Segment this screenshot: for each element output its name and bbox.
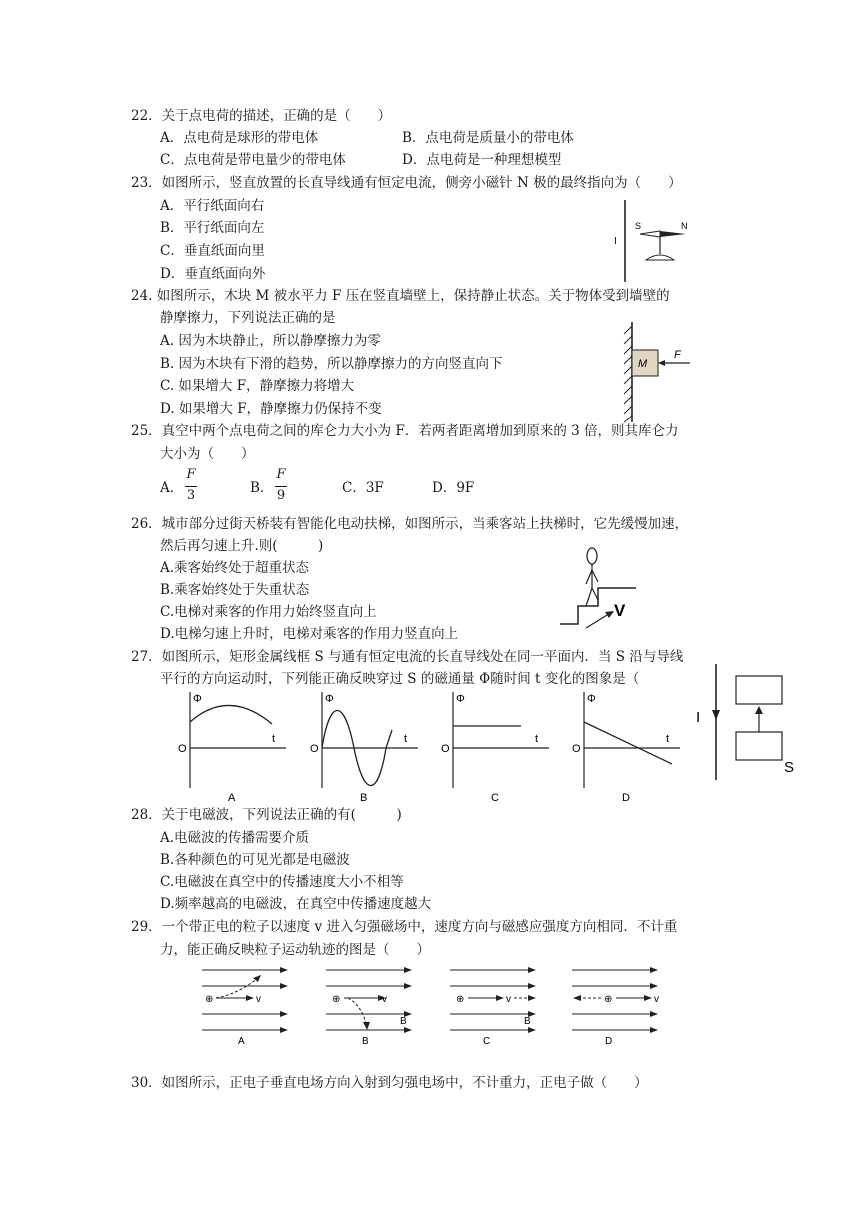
q25-option-b-numerator: F: [276, 467, 286, 482]
q26-option-d: D.电梯匀速上升时，电梯对乘客的作用力竖直向上: [160, 626, 459, 642]
q29-figure-b: [322, 962, 420, 1048]
q27-graph-c: [437, 690, 557, 804]
q28-stem: 28．关于电磁波，下列说法正确的有( ): [131, 807, 402, 823]
svg-text:O: O: [178, 743, 187, 755]
svg-text:B: B: [400, 1016, 407, 1027]
svg-text:O: O: [441, 743, 450, 755]
q24-stem-line2: 静摩擦力，下列说法正确的是: [160, 310, 336, 326]
svg-text:⊕: ⊕: [456, 994, 465, 1005]
svg-text:Φ: Φ: [456, 693, 465, 705]
q23-option-c: C．垂直纸面向里: [160, 243, 265, 259]
q24-option-b: B. 因为木块有下滑的趋势，所以静摩擦力的方向竖直向下: [160, 356, 503, 372]
q23-option-b: B．平行纸面向左: [160, 220, 265, 236]
q26-stem-line2: 然后再匀速上升.则( ): [160, 538, 324, 554]
q23-stem: 23．如图所示，竖直放置的长直导线通有恒定电流，侧旁小磁针 N 极的最终指向为（ ）: [131, 175, 682, 191]
q25-stem-line2: 大小为（ ）: [160, 446, 255, 462]
q29-stem-line1: 29．一个带正电的粒子以速度 v 进入匀强磁场中，速度方向与磁感应强度方向相同．不计重: [131, 919, 678, 935]
q29-figure-a: [198, 962, 296, 1048]
q24-option-a: A. 因为木块静止，所以静摩擦力为零: [160, 333, 381, 349]
q27-graph-b-label: B: [360, 792, 368, 804]
q23-option-a: A．平行纸面向右: [160, 198, 265, 214]
svg-text:t: t: [666, 733, 670, 745]
q28-option-d: D.频率越高的电磁波，在真空中传播速度越大: [160, 896, 432, 912]
q28-option-b: B.各种颜色的可见光都是电磁波: [160, 852, 350, 868]
q23-option-d: D．垂直纸面向外: [160, 266, 266, 282]
svg-text:⊕: ⊕: [604, 994, 613, 1005]
svg-text:⊕: ⊕: [205, 994, 214, 1005]
q25-option-c: C．3F: [342, 480, 384, 496]
svg-text:⊕: ⊕: [332, 994, 341, 1005]
q27-graph-c-label: C: [491, 792, 499, 804]
svg-text:Φ: Φ: [587, 693, 596, 705]
q25-option-b-denominator: 9: [276, 488, 286, 503]
q27-graph-a: [174, 690, 294, 804]
q24-option-d: D. 如果增大 F，静摩擦力仍保持不变: [160, 401, 382, 417]
q24-block-label: M: [638, 358, 648, 370]
q24-figure-block-wall: [618, 320, 698, 424]
q28-option-c: C.电磁波在真空中的传播速度大小不相等: [160, 874, 404, 890]
q28-option-a: A.电磁波的传播需要介质: [160, 830, 310, 846]
q29-figure-d: [568, 962, 666, 1048]
q22-option-b: B．点电荷是质量小的带电体: [402, 130, 574, 146]
q27-stem-line2: 平行的方向运动时，下列能正确反映穿过 S 的磁通量 Φ随时间 t 变化的图象是（: [160, 671, 640, 687]
q22-stem: 22．关于点电荷的描述，正确的是（ ）: [131, 108, 392, 124]
q25-option-d: D．9F: [432, 480, 475, 496]
q27-graph-a-label: A: [228, 792, 236, 804]
q27-current-label: I: [696, 709, 701, 726]
q26-figure-escalator: [556, 540, 656, 632]
q26-option-b: B.乘客始终处于失重状态: [160, 582, 310, 598]
q29-figure-c-label: C: [483, 1036, 491, 1047]
q29-stem-line2: 力，能正确反映粒子运动轨迹的图是（ ）: [160, 942, 430, 958]
q24-force-label: F: [674, 349, 681, 361]
q24-stem-line1: 24. 如图所示，木块 M 被水平力 F 压在竖直墙壁上，保持静止状态。关于物体受到墙壁的: [131, 288, 670, 304]
q25-option-a-denominator: 3: [186, 488, 196, 503]
q25-option-b-fraction-bar: [275, 486, 287, 487]
svg-text:Φ: Φ: [193, 693, 202, 705]
q24-option-c: C. 如果增大 F，静摩擦力将增大: [160, 378, 355, 394]
q27-graph-b: [306, 690, 426, 804]
q23-n-label: N: [681, 221, 688, 231]
q23-s-label: S: [635, 221, 642, 231]
q29-figure-a-label: A: [238, 1036, 245, 1047]
q29-figure-d-label: D: [605, 1036, 613, 1047]
svg-text:t: t: [535, 733, 539, 745]
q25-stem-line1: 25．真空中两个点电荷之间的库仑力大小为 F．若两者距离增加到原来的 3 倍，则其库仑力: [131, 423, 679, 439]
q26-velocity-label: V: [614, 601, 626, 620]
q26-option-a: A.乘客始终处于超重状态: [160, 560, 310, 576]
q23-current-label: I: [614, 236, 617, 247]
q29-figure-c: [446, 962, 544, 1048]
q29-figure-b-label: B: [362, 1036, 369, 1047]
q25-option-a-numerator: F: [186, 467, 196, 482]
q22-option-d: D．点电荷是一种理想模型: [402, 152, 562, 168]
svg-text:v: v: [382, 994, 387, 1005]
q27-figure-wire-frame: [690, 660, 800, 784]
q22-option-c: C．点电荷是带电量少的带电体: [160, 152, 346, 168]
q27-graph-d-label: D: [622, 792, 630, 804]
q30-stem: 30．如图所示，正电子垂直电场方向入射到匀强电场中，不计重力，正电子做（ ）: [131, 1075, 648, 1091]
q27-graph-d: [568, 690, 688, 804]
q22-option-a: A．点电荷是球形的带电体: [160, 130, 319, 146]
q27-stem-line1: 27．如图所示，矩形金属线框 S 与通有恒定电流的长直导线处在同一平面内．当 S 沿与导线: [131, 649, 684, 665]
q25-option-a-fraction-bar: [185, 486, 197, 487]
q26-stem-line1: 26．城市部分过街天桥装有智能化电动扶梯，如图所示，当乘客站上扶梯时，它先缓慢加速，: [131, 516, 689, 532]
svg-text:O: O: [572, 743, 581, 755]
svg-text:v: v: [654, 994, 659, 1005]
q26-option-c: C.电梯对乘客的作用力始终竖直向上: [160, 604, 377, 620]
svg-text:v: v: [506, 994, 511, 1005]
q27-frame-label: S: [784, 759, 795, 776]
q25-option-a-label: A．: [160, 480, 184, 496]
svg-text:t: t: [404, 733, 408, 745]
svg-text:O: O: [310, 743, 319, 755]
q25-option-b-label: B．: [250, 480, 274, 496]
svg-text:B: B: [524, 1016, 531, 1027]
q23-figure-wire-compass: [610, 198, 700, 284]
svg-text:v: v: [256, 994, 261, 1005]
svg-text:t: t: [272, 733, 276, 745]
svg-text:Φ: Φ: [325, 693, 334, 705]
